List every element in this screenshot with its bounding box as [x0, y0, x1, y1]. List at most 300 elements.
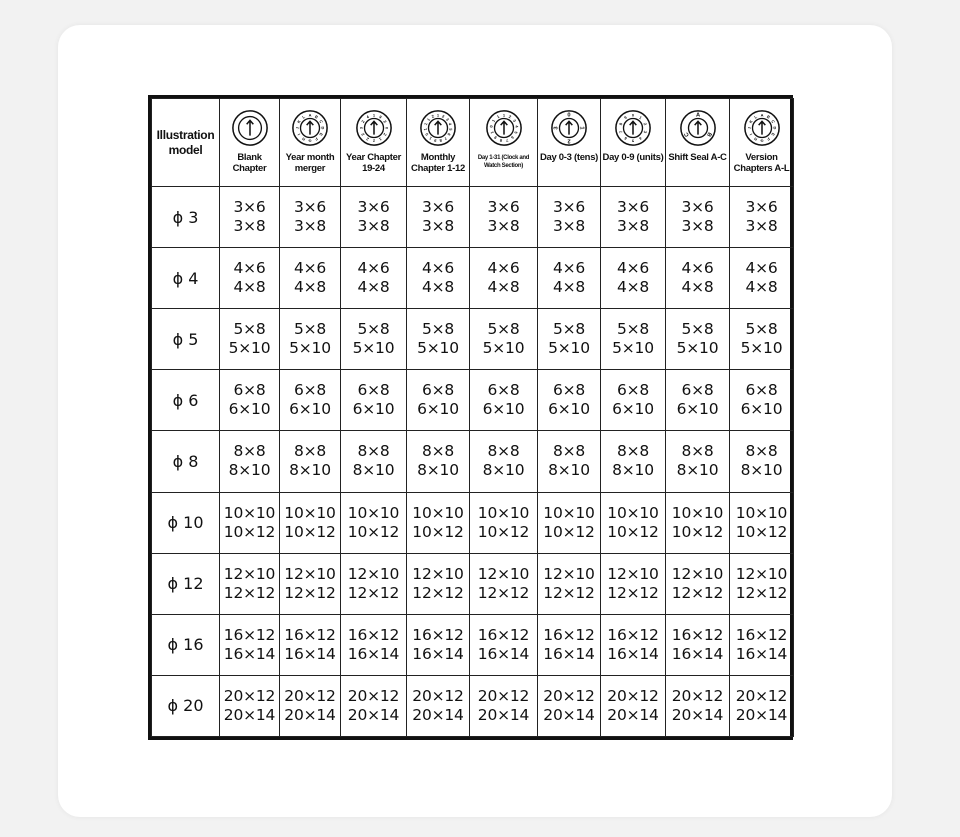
- size-line-1: 4×6: [616, 259, 650, 278]
- size-line-1: 12×10: [223, 564, 276, 583]
- size-cell: [220, 431, 280, 492]
- size-line-2: 6×10: [289, 400, 331, 419]
- year-month-stamp-icon: [291, 109, 329, 147]
- size-cell: [220, 187, 280, 248]
- table-row: [152, 370, 794, 431]
- size-line-1: 16×12: [607, 625, 659, 644]
- size-line-1: 8×8: [681, 442, 714, 461]
- svg-text:9: 9: [492, 135, 498, 141]
- day-tens-stamp-icon: [550, 109, 588, 147]
- version-stamp-icon: [743, 109, 781, 147]
- size-line-2: 4×8: [293, 278, 327, 297]
- svg-text:7: 7: [443, 135, 448, 142]
- size-line-2: 6×10: [740, 400, 783, 419]
- table-row: [152, 675, 794, 736]
- day-clock-stamp-icon: [485, 109, 523, 147]
- svg-text:2: 2: [642, 122, 648, 126]
- size-cell: [407, 309, 470, 370]
- size-line-1: 20×12: [735, 686, 788, 705]
- size-cell: [341, 309, 407, 370]
- size-cell: [220, 370, 280, 431]
- size-cell: [280, 248, 341, 309]
- svg-text:9: 9: [433, 137, 437, 144]
- size-line-1: 5×8: [233, 320, 266, 339]
- size-line-2: 16×14: [543, 644, 595, 663]
- svg-text:E: E: [769, 132, 776, 137]
- size-line-2: 8×10: [676, 461, 719, 480]
- size-line-2: 10×12: [223, 522, 276, 541]
- svg-text:9: 9: [377, 114, 383, 120]
- size-line-2: 20×14: [543, 705, 595, 724]
- size-line-1: 10×10: [477, 503, 530, 522]
- column-header-label: Blank Chapter: [232, 152, 267, 174]
- size-cell: [341, 187, 407, 248]
- size-cell: [280, 492, 341, 553]
- size-line-1: 5×8: [487, 320, 520, 339]
- svg-text:1: 1: [428, 135, 433, 142]
- svg-text:C: C: [769, 119, 776, 125]
- size-line-1: 12×10: [347, 564, 400, 583]
- table-row: [152, 492, 794, 553]
- svg-text:K: K: [295, 119, 302, 125]
- size-line-1: 10×10: [412, 503, 464, 522]
- svg-text:2: 2: [359, 132, 366, 137]
- size-line-2: 6×10: [482, 400, 525, 419]
- size-line-1: 12×10: [412, 564, 464, 583]
- size-cell: [601, 187, 666, 248]
- size-cell: [470, 248, 538, 309]
- shift-stamp-icon: [679, 109, 717, 147]
- size-cell: [407, 675, 470, 736]
- size-line-1: 20×12: [671, 686, 724, 705]
- size-line-2: 8×10: [740, 461, 783, 480]
- size-table-grid: [151, 98, 794, 737]
- size-line-1: 6×8: [487, 381, 520, 400]
- column-header-label: Day 0-9 (units): [602, 152, 664, 163]
- model-label: ϕ 8: [152, 431, 220, 492]
- year-stamp-icon: [355, 109, 393, 147]
- size-line-1: 20×12: [347, 686, 400, 705]
- column-header: [220, 99, 280, 187]
- size-line-1: 10×10: [223, 503, 276, 522]
- model-label: ϕ 20: [152, 675, 220, 736]
- size-line-2: 12×12: [347, 583, 400, 602]
- size-cell: [538, 370, 601, 431]
- size-line-1: 8×8: [745, 442, 778, 461]
- svg-text:3: 3: [642, 130, 648, 134]
- size-line-2: 20×14: [671, 705, 724, 724]
- size-line-1: 20×12: [543, 686, 595, 705]
- column-header: [730, 99, 794, 187]
- svg-text:1: 1: [488, 130, 495, 135]
- size-line-2: 20×14: [477, 705, 530, 724]
- size-line-2: 10×12: [347, 522, 400, 541]
- column-header-label: Version Chapters A-L: [733, 152, 790, 174]
- size-line-2: 12×12: [735, 583, 788, 602]
- column-header-label: Year month merger: [285, 152, 335, 174]
- size-cell: [220, 675, 280, 736]
- size-line-2: 20×14: [223, 705, 276, 724]
- size-line-2: 20×14: [347, 705, 400, 724]
- svg-text:I: I: [296, 132, 302, 137]
- size-cell: [407, 370, 470, 431]
- size-line-2: 20×14: [284, 705, 336, 724]
- size-line-2: 10×12: [412, 522, 464, 541]
- size-cell: [601, 431, 666, 492]
- size-line-2: 6×10: [352, 400, 395, 419]
- size-line-1: 4×6: [487, 259, 520, 278]
- svg-text:F: F: [765, 136, 771, 142]
- size-line-1: 3×6: [616, 198, 650, 217]
- size-line-2: 4×8: [357, 278, 390, 297]
- svg-text:2: 2: [364, 136, 370, 142]
- model-label: ϕ 12: [152, 553, 220, 614]
- size-line-1: 4×6: [233, 259, 266, 278]
- size-line-1: 4×6: [552, 259, 586, 278]
- svg-text:4: 4: [364, 114, 370, 120]
- svg-text:C: C: [318, 119, 325, 125]
- size-cell: [666, 675, 730, 736]
- size-line-2: 20×14: [412, 705, 464, 724]
- size-cell: [730, 492, 794, 553]
- svg-text:B: B: [313, 113, 319, 120]
- svg-text:1: 1: [372, 112, 375, 118]
- size-line-2: 12×12: [284, 583, 336, 602]
- svg-text:3: 3: [511, 118, 517, 124]
- size-line-2: 5×10: [612, 339, 654, 358]
- size-cell: [341, 431, 407, 492]
- size-cell: [730, 614, 794, 675]
- size-cell: [341, 614, 407, 675]
- size-line-2: 16×14: [223, 644, 276, 663]
- size-cell: [601, 309, 666, 370]
- size-cell: [601, 248, 666, 309]
- size-line-1: 4×6: [357, 259, 390, 278]
- size-line-1: 5×8: [421, 320, 455, 339]
- svg-text:D: D: [320, 126, 326, 130]
- size-line-2: 5×10: [417, 339, 459, 358]
- size-cell: [280, 553, 341, 614]
- svg-text:D: D: [771, 126, 777, 130]
- size-line-1: 20×12: [412, 686, 464, 705]
- svg-text:B: B: [765, 113, 771, 120]
- size-line-1: 8×8: [487, 442, 520, 461]
- size-cell: [470, 431, 538, 492]
- size-line-2: 16×14: [671, 644, 724, 663]
- size-cell: [538, 187, 601, 248]
- size-cell: [341, 553, 407, 614]
- size-cell: [407, 492, 470, 553]
- size-line-1: 8×8: [421, 442, 455, 461]
- size-line-1: 5×8: [293, 320, 327, 339]
- size-cell: [280, 675, 341, 736]
- size-line-2: 3×8: [421, 217, 455, 236]
- svg-text:1: 1: [495, 113, 500, 120]
- size-line-2: 4×8: [421, 278, 455, 297]
- size-line-1: 16×12: [735, 625, 788, 644]
- size-line-2: 6×10: [548, 400, 590, 419]
- month-stamp-icon: [419, 109, 457, 147]
- size-line-2: 3×8: [681, 217, 714, 236]
- size-cell: [220, 553, 280, 614]
- size-line-1: 16×12: [347, 625, 400, 644]
- column-header: [470, 99, 538, 187]
- model-label: ϕ 5: [152, 309, 220, 370]
- svg-text:0: 0: [383, 126, 389, 130]
- svg-text:6: 6: [446, 132, 452, 137]
- size-cell: [666, 248, 730, 309]
- svg-text:4: 4: [638, 135, 643, 142]
- size-line-1: 12×10: [543, 564, 595, 583]
- svg-text:E: E: [318, 132, 324, 137]
- size-line-1: 10×10: [735, 503, 788, 522]
- size-line-2: 4×8: [745, 278, 778, 297]
- size-line-2: 3×8: [552, 217, 586, 236]
- svg-text:1: 1: [377, 136, 383, 142]
- size-line-2: 3×8: [745, 217, 778, 236]
- size-cell: [730, 370, 794, 431]
- svg-text:F: F: [314, 136, 319, 142]
- svg-text:A: A: [308, 112, 312, 118]
- size-line-2: 20×14: [607, 705, 659, 724]
- svg-text:3: 3: [358, 126, 364, 130]
- size-cell: [220, 614, 280, 675]
- size-line-2: 3×8: [233, 217, 266, 236]
- column-header: [341, 99, 407, 187]
- size-line-1: 3×6: [357, 198, 390, 217]
- size-line-1: 6×8: [616, 381, 650, 400]
- size-line-2: 10×12: [284, 522, 336, 541]
- size-line-1: 6×8: [233, 381, 266, 400]
- size-cell: [601, 370, 666, 431]
- size-line-1: 12×10: [284, 564, 336, 583]
- size-cell: [666, 309, 730, 370]
- column-header: [666, 99, 730, 187]
- size-cell: [280, 431, 341, 492]
- svg-text:2: 2: [372, 138, 375, 144]
- size-line-1: 5×8: [616, 320, 650, 339]
- size-line-2: 8×10: [482, 461, 525, 480]
- table-row: [152, 187, 794, 248]
- svg-text:5: 5: [631, 138, 635, 144]
- size-line-2: 8×10: [228, 461, 271, 480]
- size-line-1: 10×10: [347, 503, 400, 522]
- size-line-2: 5×10: [676, 339, 719, 358]
- size-line-2: 16×14: [735, 644, 788, 663]
- svg-text:0: 0: [424, 132, 430, 137]
- size-cell: [538, 431, 601, 492]
- model-label: ϕ 6: [152, 370, 220, 431]
- size-line-1: 8×8: [357, 442, 390, 461]
- svg-text:1: 1: [638, 114, 643, 121]
- model-label: ϕ 4: [152, 248, 220, 309]
- column-header: [538, 99, 601, 187]
- size-line-2: 16×14: [284, 644, 336, 663]
- size-line-1: 10×10: [543, 503, 595, 522]
- size-line-1: 10×10: [284, 503, 336, 522]
- size-cell: [220, 309, 280, 370]
- size-line-2: 8×10: [289, 461, 331, 480]
- size-line-1: 5×8: [681, 320, 714, 339]
- size-line-2: 16×14: [477, 644, 530, 663]
- size-line-1: 3×6: [552, 198, 586, 217]
- size-cell: [730, 675, 794, 736]
- svg-text:1: 1: [422, 127, 428, 131]
- size-line-1: 4×6: [293, 259, 327, 278]
- svg-text:7: 7: [618, 130, 624, 134]
- size-cell: [730, 553, 794, 614]
- size-line-1: 6×8: [552, 381, 586, 400]
- size-cell: [407, 431, 470, 492]
- size-line-1: 20×12: [477, 686, 530, 705]
- svg-text:2: 2: [359, 119, 366, 124]
- size-line-2: 6×10: [228, 400, 271, 419]
- size-cell: [601, 614, 666, 675]
- size-line-2: 8×10: [352, 461, 395, 480]
- svg-text:A: A: [695, 112, 700, 119]
- size-line-2: 12×12: [671, 583, 724, 602]
- size-cell: [407, 553, 470, 614]
- svg-text:1: 1: [425, 116, 432, 122]
- size-line-2: 4×8: [487, 278, 520, 297]
- size-line-2: 3×8: [293, 217, 327, 236]
- size-line-1: 4×6: [745, 259, 778, 278]
- size-line-1: 12×10: [477, 564, 530, 583]
- size-line-2: 12×12: [543, 583, 595, 602]
- size-line-2: 10×12: [477, 522, 530, 541]
- table-row: [152, 248, 794, 309]
- size-cell: [220, 492, 280, 553]
- size-cell: [407, 248, 470, 309]
- size-line-2: 4×8: [552, 278, 586, 297]
- size-cell: [730, 187, 794, 248]
- size-line-1: 6×8: [293, 381, 327, 400]
- size-line-2: 4×8: [233, 278, 266, 297]
- table-row: [152, 431, 794, 492]
- size-cell: [470, 370, 538, 431]
- column-header-label: Day 0-3 (tens): [539, 152, 599, 163]
- size-line-1: 16×12: [671, 625, 724, 644]
- blank-stamp-icon: [231, 109, 269, 147]
- size-line-1: 3×6: [293, 198, 327, 217]
- size-line-1: 4×6: [681, 259, 714, 278]
- model-label: ϕ 16: [152, 614, 220, 675]
- svg-text:1: 1: [490, 118, 496, 124]
- size-line-1: 12×10: [735, 564, 788, 583]
- size-cell: [470, 675, 538, 736]
- column-header-label: Monthly Chapter 1-12: [411, 152, 465, 174]
- size-line-2: 5×10: [740, 339, 783, 358]
- size-cell: [341, 370, 407, 431]
- svg-text:5: 5: [512, 130, 519, 135]
- size-line-1: 6×8: [357, 381, 390, 400]
- column-header-label: Year Chapter 19-24: [345, 152, 401, 174]
- size-cell: [341, 248, 407, 309]
- size-cell: [470, 553, 538, 614]
- size-line-2: 20×14: [735, 705, 788, 724]
- size-line-1: 5×8: [745, 320, 778, 339]
- size-line-2: 6×10: [612, 400, 654, 419]
- size-line-2: 12×12: [223, 583, 276, 602]
- size-line-1: 8×8: [552, 442, 586, 461]
- size-line-2: 5×10: [352, 339, 395, 358]
- size-cell: [730, 309, 794, 370]
- size-cell: [538, 492, 601, 553]
- size-line-1: 12×10: [671, 564, 724, 583]
- size-line-1: 5×8: [357, 320, 390, 339]
- size-cell: [280, 614, 341, 675]
- svg-text:9: 9: [623, 114, 628, 121]
- svg-text:2: 2: [381, 132, 388, 137]
- size-cell: [666, 614, 730, 675]
- svg-text:8: 8: [618, 122, 624, 126]
- size-cell: [470, 309, 538, 370]
- column-header: [601, 99, 666, 187]
- svg-text:1: 1: [423, 122, 429, 126]
- svg-text:B: B: [704, 130, 712, 138]
- size-line-2: 4×8: [681, 278, 714, 297]
- size-line-2: 3×8: [357, 217, 390, 236]
- size-line-2: 6×10: [676, 400, 719, 419]
- size-line-2: 4×8: [616, 278, 650, 297]
- size-line-2: 8×10: [612, 461, 654, 480]
- size-line-2: 5×10: [228, 339, 271, 358]
- size-line-1: 8×8: [293, 442, 327, 461]
- size-line-1: 16×12: [412, 625, 464, 644]
- size-line-2: 12×12: [412, 583, 464, 602]
- size-line-1: 20×12: [284, 686, 336, 705]
- size-line-1: 6×8: [681, 381, 714, 400]
- column-header: [280, 99, 341, 187]
- column-header: [407, 99, 470, 187]
- svg-text:G: G: [759, 138, 764, 144]
- size-cell: [538, 675, 601, 736]
- size-line-1: 10×10: [671, 503, 724, 522]
- size-line-1: 20×12: [223, 686, 276, 705]
- size-cell: [538, 614, 601, 675]
- svg-text:5: 5: [448, 127, 454, 131]
- size-line-2: 16×14: [607, 644, 659, 663]
- model-label: ϕ 10: [152, 492, 220, 553]
- size-line-1: 6×8: [745, 381, 778, 400]
- corner-header: [152, 99, 220, 187]
- size-line-1: 16×12: [223, 625, 276, 644]
- svg-text:0: 0: [567, 112, 571, 119]
- svg-text:2: 2: [381, 119, 388, 124]
- svg-text:1: 1: [436, 112, 440, 118]
- svg-text:K: K: [747, 119, 754, 125]
- size-line-2: 12×12: [607, 583, 659, 602]
- size-table: [148, 95, 793, 740]
- svg-text:1: 1: [502, 112, 505, 118]
- size-line-1: 16×12: [284, 625, 336, 644]
- size-cell: [280, 370, 341, 431]
- size-line-1: 3×6: [421, 198, 455, 217]
- size-cell: [280, 187, 341, 248]
- size-line-1: 4×6: [421, 259, 455, 278]
- size-line-1: 3×6: [487, 198, 520, 217]
- size-cell: [407, 187, 470, 248]
- size-line-2: 5×10: [482, 339, 525, 358]
- column-header-label: Day 1-31 (Clock and Watch Section): [477, 155, 530, 169]
- size-line-1: 16×12: [543, 625, 595, 644]
- size-line-2: 8×10: [417, 461, 459, 480]
- svg-text:H: H: [301, 136, 307, 143]
- size-line-2: 5×10: [548, 339, 590, 358]
- svg-text:0: 0: [631, 112, 635, 118]
- size-cell: [601, 492, 666, 553]
- size-line-2: 12×12: [477, 583, 530, 602]
